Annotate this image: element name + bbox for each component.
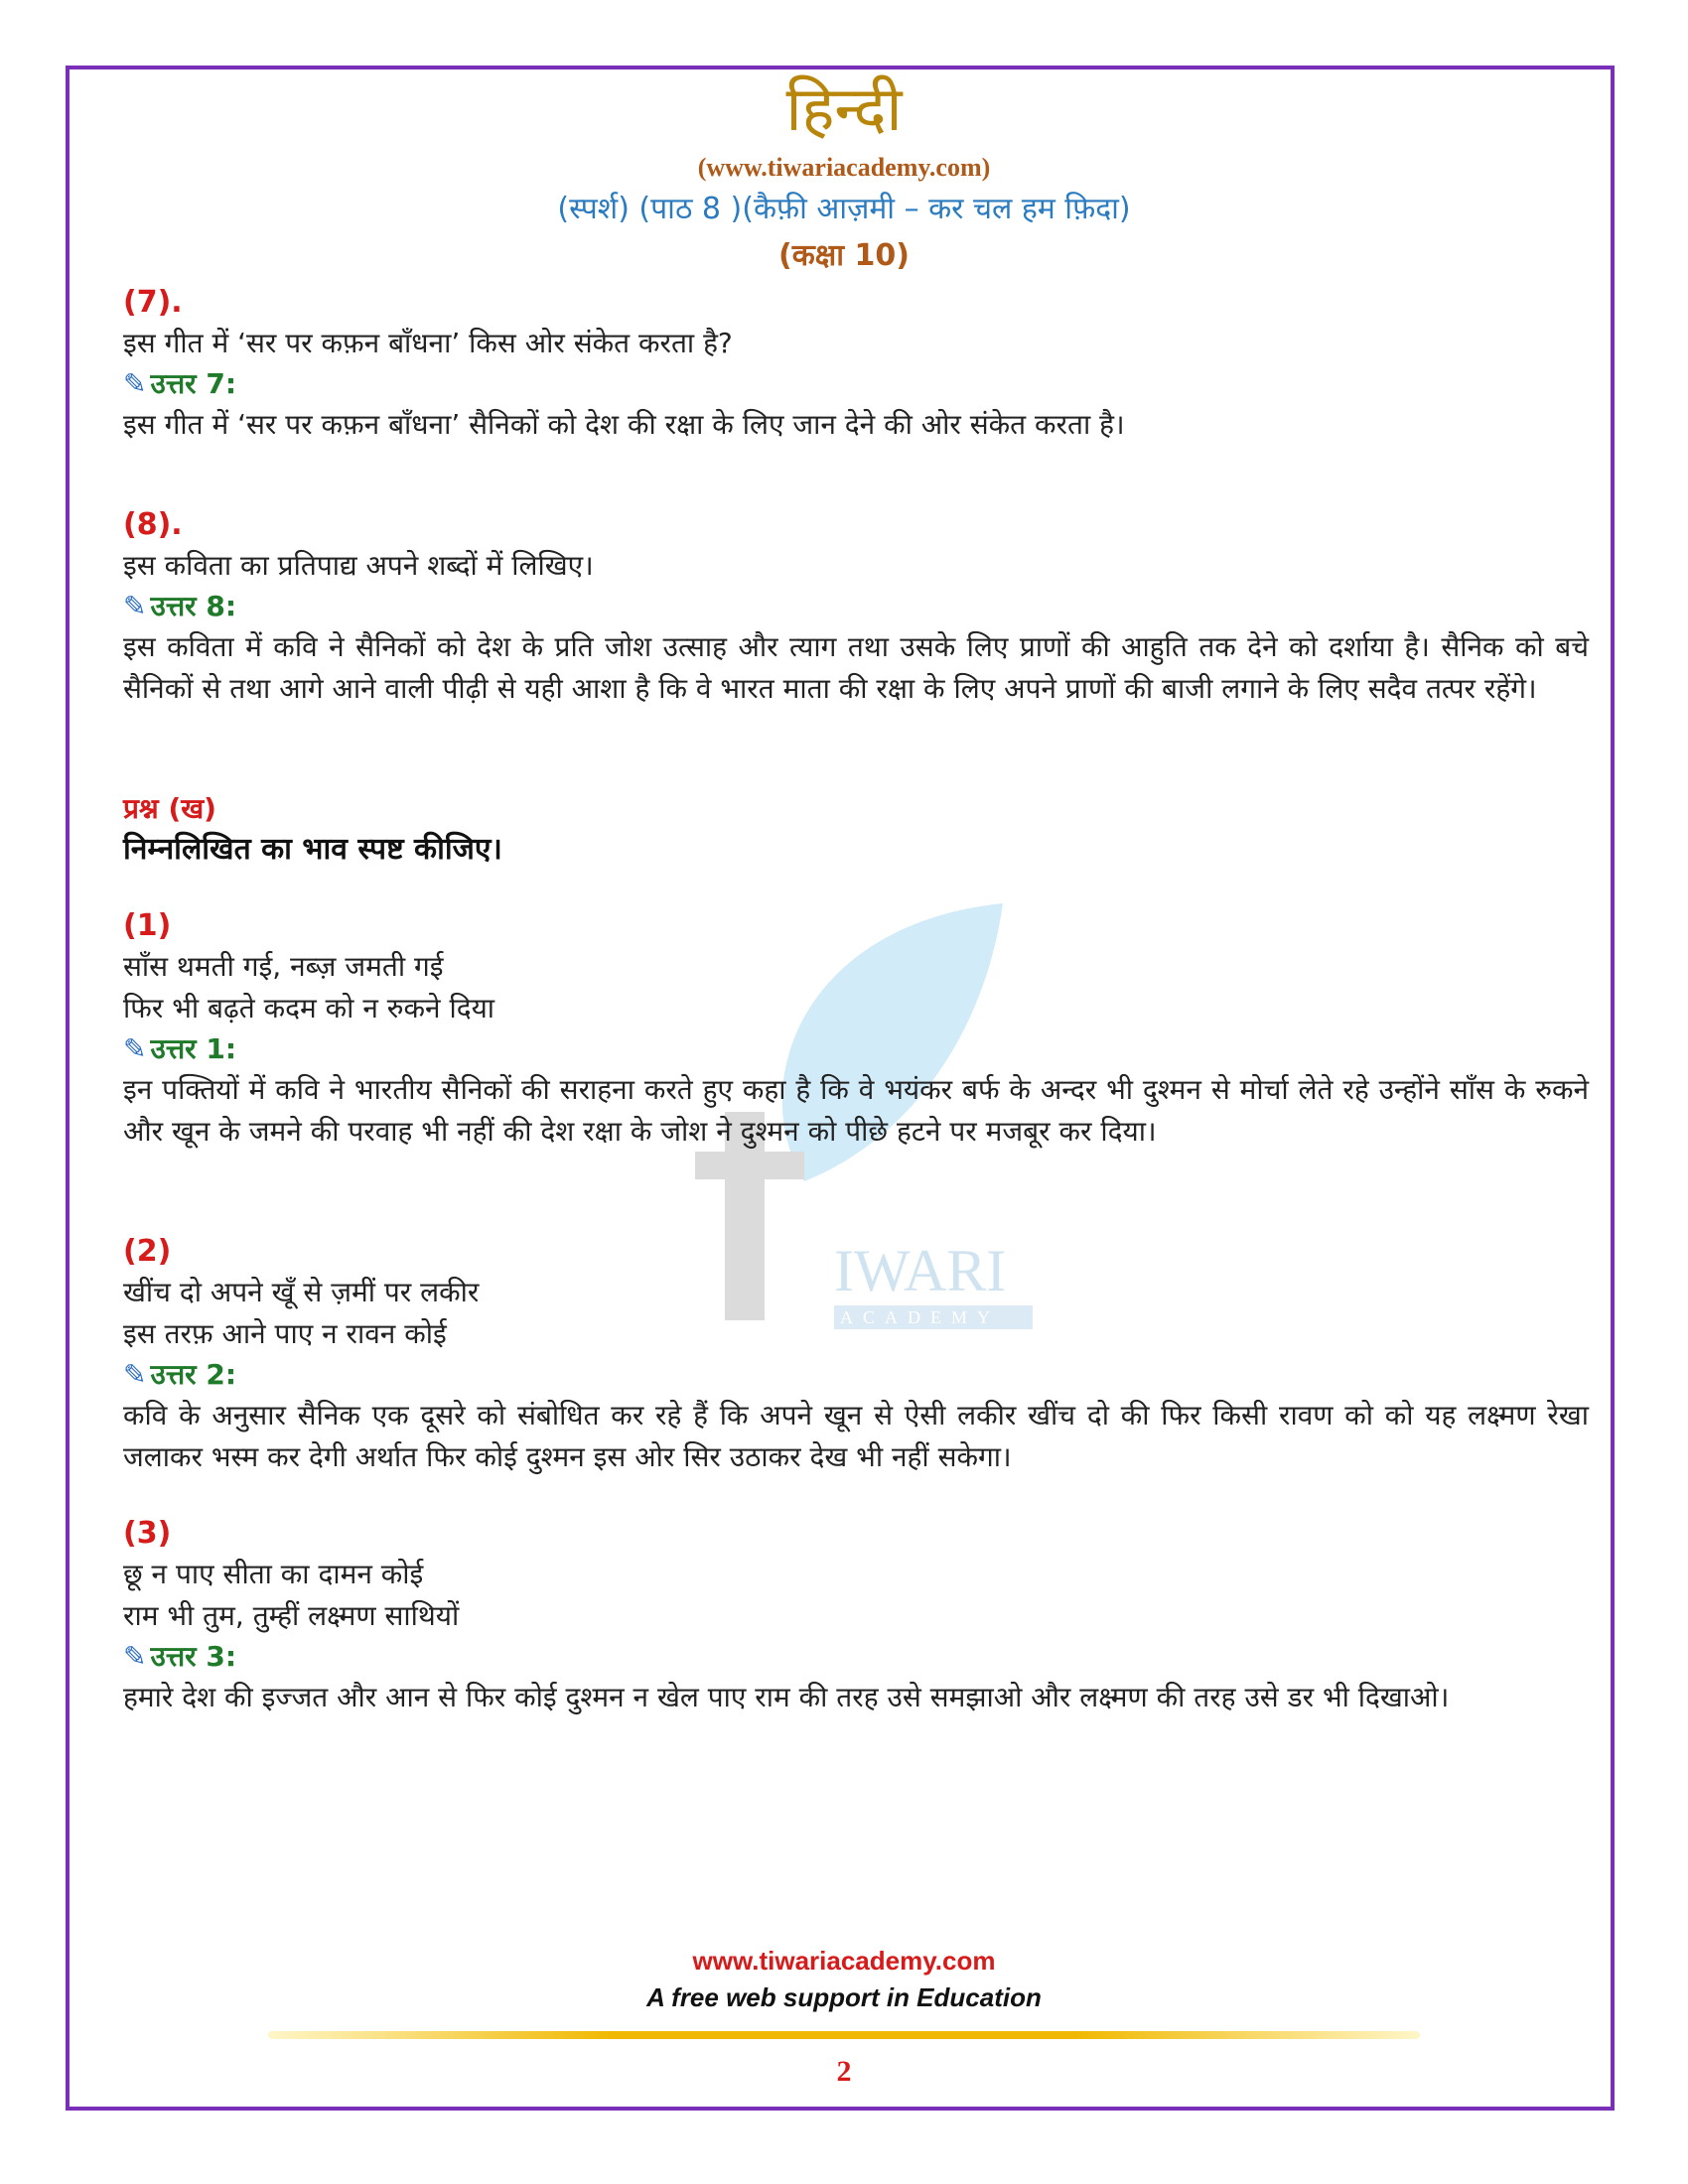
question-number: (8). xyxy=(123,507,183,542)
answer-text: इन पक्तियों में कवि ने भारतीय सैनिकों की सराहना करते हुए कहा है कि वे भयंकर बर्फ के अन्दर भी दुश्मन से मोर्चा लेते रहे उन्होंने साँस के रुकने और खून के जमने की परवाह भी नहीं की देश रक्षा के जोश ने दुश्मन को पीछे हटने पर मजबूर कर दिया। xyxy=(123,1073,1589,1148)
verse-line: राम भी तुम, तुम्हीं लक्ष्मण साथियों xyxy=(123,1599,460,1632)
class-label: (कक्षा 10) xyxy=(778,238,910,273)
verse-line: इस तरफ़ आने पाए न रावन कोई xyxy=(123,1317,447,1350)
subject-title: हिन्दी xyxy=(785,72,903,145)
pen-icon: ✎ xyxy=(123,1640,147,1673)
answer-label: ✎ उत्तर 7: xyxy=(123,367,237,400)
answer-text: कवि के अनुसार सैनिक एक दूसरे को संबोधित कर रहे हैं कि अपने खून से ऐसी लकीर खींच दो की फिर किसी रावण को को यह लक्ष्मण रेखा जलाकर भस्म कर देगी अर्थात फिर कोई दुश्मन इस ओर सिर उठाकर देख भी नहीं सकेगा। xyxy=(123,1399,1589,1473)
section-label: प्रश्न (ख) xyxy=(123,792,216,825)
bhav-block-2 xyxy=(123,1232,1589,1478)
page-header xyxy=(0,69,1688,274)
section-header xyxy=(123,789,1589,871)
question-number: (1) xyxy=(123,908,172,943)
answer-label: ✎ उत्तर 2: xyxy=(123,1358,237,1391)
footer-website-link[interactable]: www.tiwariacademy.com xyxy=(692,1946,996,1976)
question-block-7 xyxy=(123,283,1589,446)
question-text: इस गीत में ‘सर पर कफ़न बाँधना’ किस ओर संकेत करता है? xyxy=(123,327,733,359)
question-number: (3) xyxy=(123,1516,172,1551)
verse-line: साँस थमती गई, नब्ज़ जमती गई xyxy=(123,950,444,983)
page-footer xyxy=(0,1946,1688,2013)
footer-divider xyxy=(268,2031,1420,2039)
question-block-8 xyxy=(123,505,1589,710)
bhav-block-3 xyxy=(123,1514,1589,1718)
page-number: 2 xyxy=(836,2055,852,2088)
answer-label: ✎ उत्तर 1: xyxy=(123,1032,237,1065)
footer-tagline: A free web support in Education xyxy=(646,1982,1042,2012)
question-text: इस कविता का प्रतिपाद्य अपने शब्दों में लिखिए। xyxy=(123,549,594,582)
answer-text: इस कविता में कवि ने सैनिकों को देश के प्रति जोश उत्साह और त्याग तथा उसके लिए प्राणों की आहुति तक देने को दर्शाया है। सैनिक को बचे सैनिकों से तथा आगे आने वाली पीढ़ी से यही आशा है कि वे भारत माता की रक्षा के लिए अपने प्राणों की बाजी लगाने के लिए सदैव तत्पर रहेंगे। xyxy=(123,630,1589,705)
verse-line: छू न पाए सीता का दामन कोई xyxy=(123,1558,424,1590)
pen-icon: ✎ xyxy=(123,367,147,400)
question-number: (2) xyxy=(123,1234,172,1269)
header-website: (www.tiwariacademy.com) xyxy=(697,153,991,182)
answer-text: हमारे देश की इज्जत और आन से फिर कोई दुश्मन न खेल पाए राम की तरह उसे समझाओ और लक्ष्मण की तरह उसे डर भी दिखाओ। xyxy=(123,1681,1450,1713)
verse-line: फिर भी बढ़ते कदम को न रुकने दिया xyxy=(123,992,495,1024)
pen-icon: ✎ xyxy=(123,590,147,622)
section-title: निम्नलिखित का भाव स्पष्ट कीजिए। xyxy=(123,832,502,867)
pen-icon: ✎ xyxy=(123,1358,147,1391)
page-content xyxy=(123,283,1589,1718)
answer-label: ✎ उत्तर 3: xyxy=(123,1640,237,1673)
watermark-text-sub: ACADEMY xyxy=(840,1307,1001,1327)
question-number: (7). xyxy=(123,285,183,320)
verse-line: खींच दो अपने खूँ से ज़मीं पर लकीर xyxy=(123,1276,480,1308)
answer-text: इस गीत में ‘सर पर कफ़न बाँधना’ सैनिकों को देश की रक्षा के लिए जान देने की ओर संकेत करता है। xyxy=(123,408,1125,441)
answer-label: ✎ उत्तर 8: xyxy=(123,590,237,622)
watermark-text-main: IWARI xyxy=(834,1238,1007,1303)
lesson-title: (स्पर्श) (पाठ 8 )(कैफ़ी आज़मी – कर चल हम फ़िदा) xyxy=(557,192,1131,226)
bhav-block-1 xyxy=(123,906,1589,1153)
pen-icon: ✎ xyxy=(123,1032,147,1065)
